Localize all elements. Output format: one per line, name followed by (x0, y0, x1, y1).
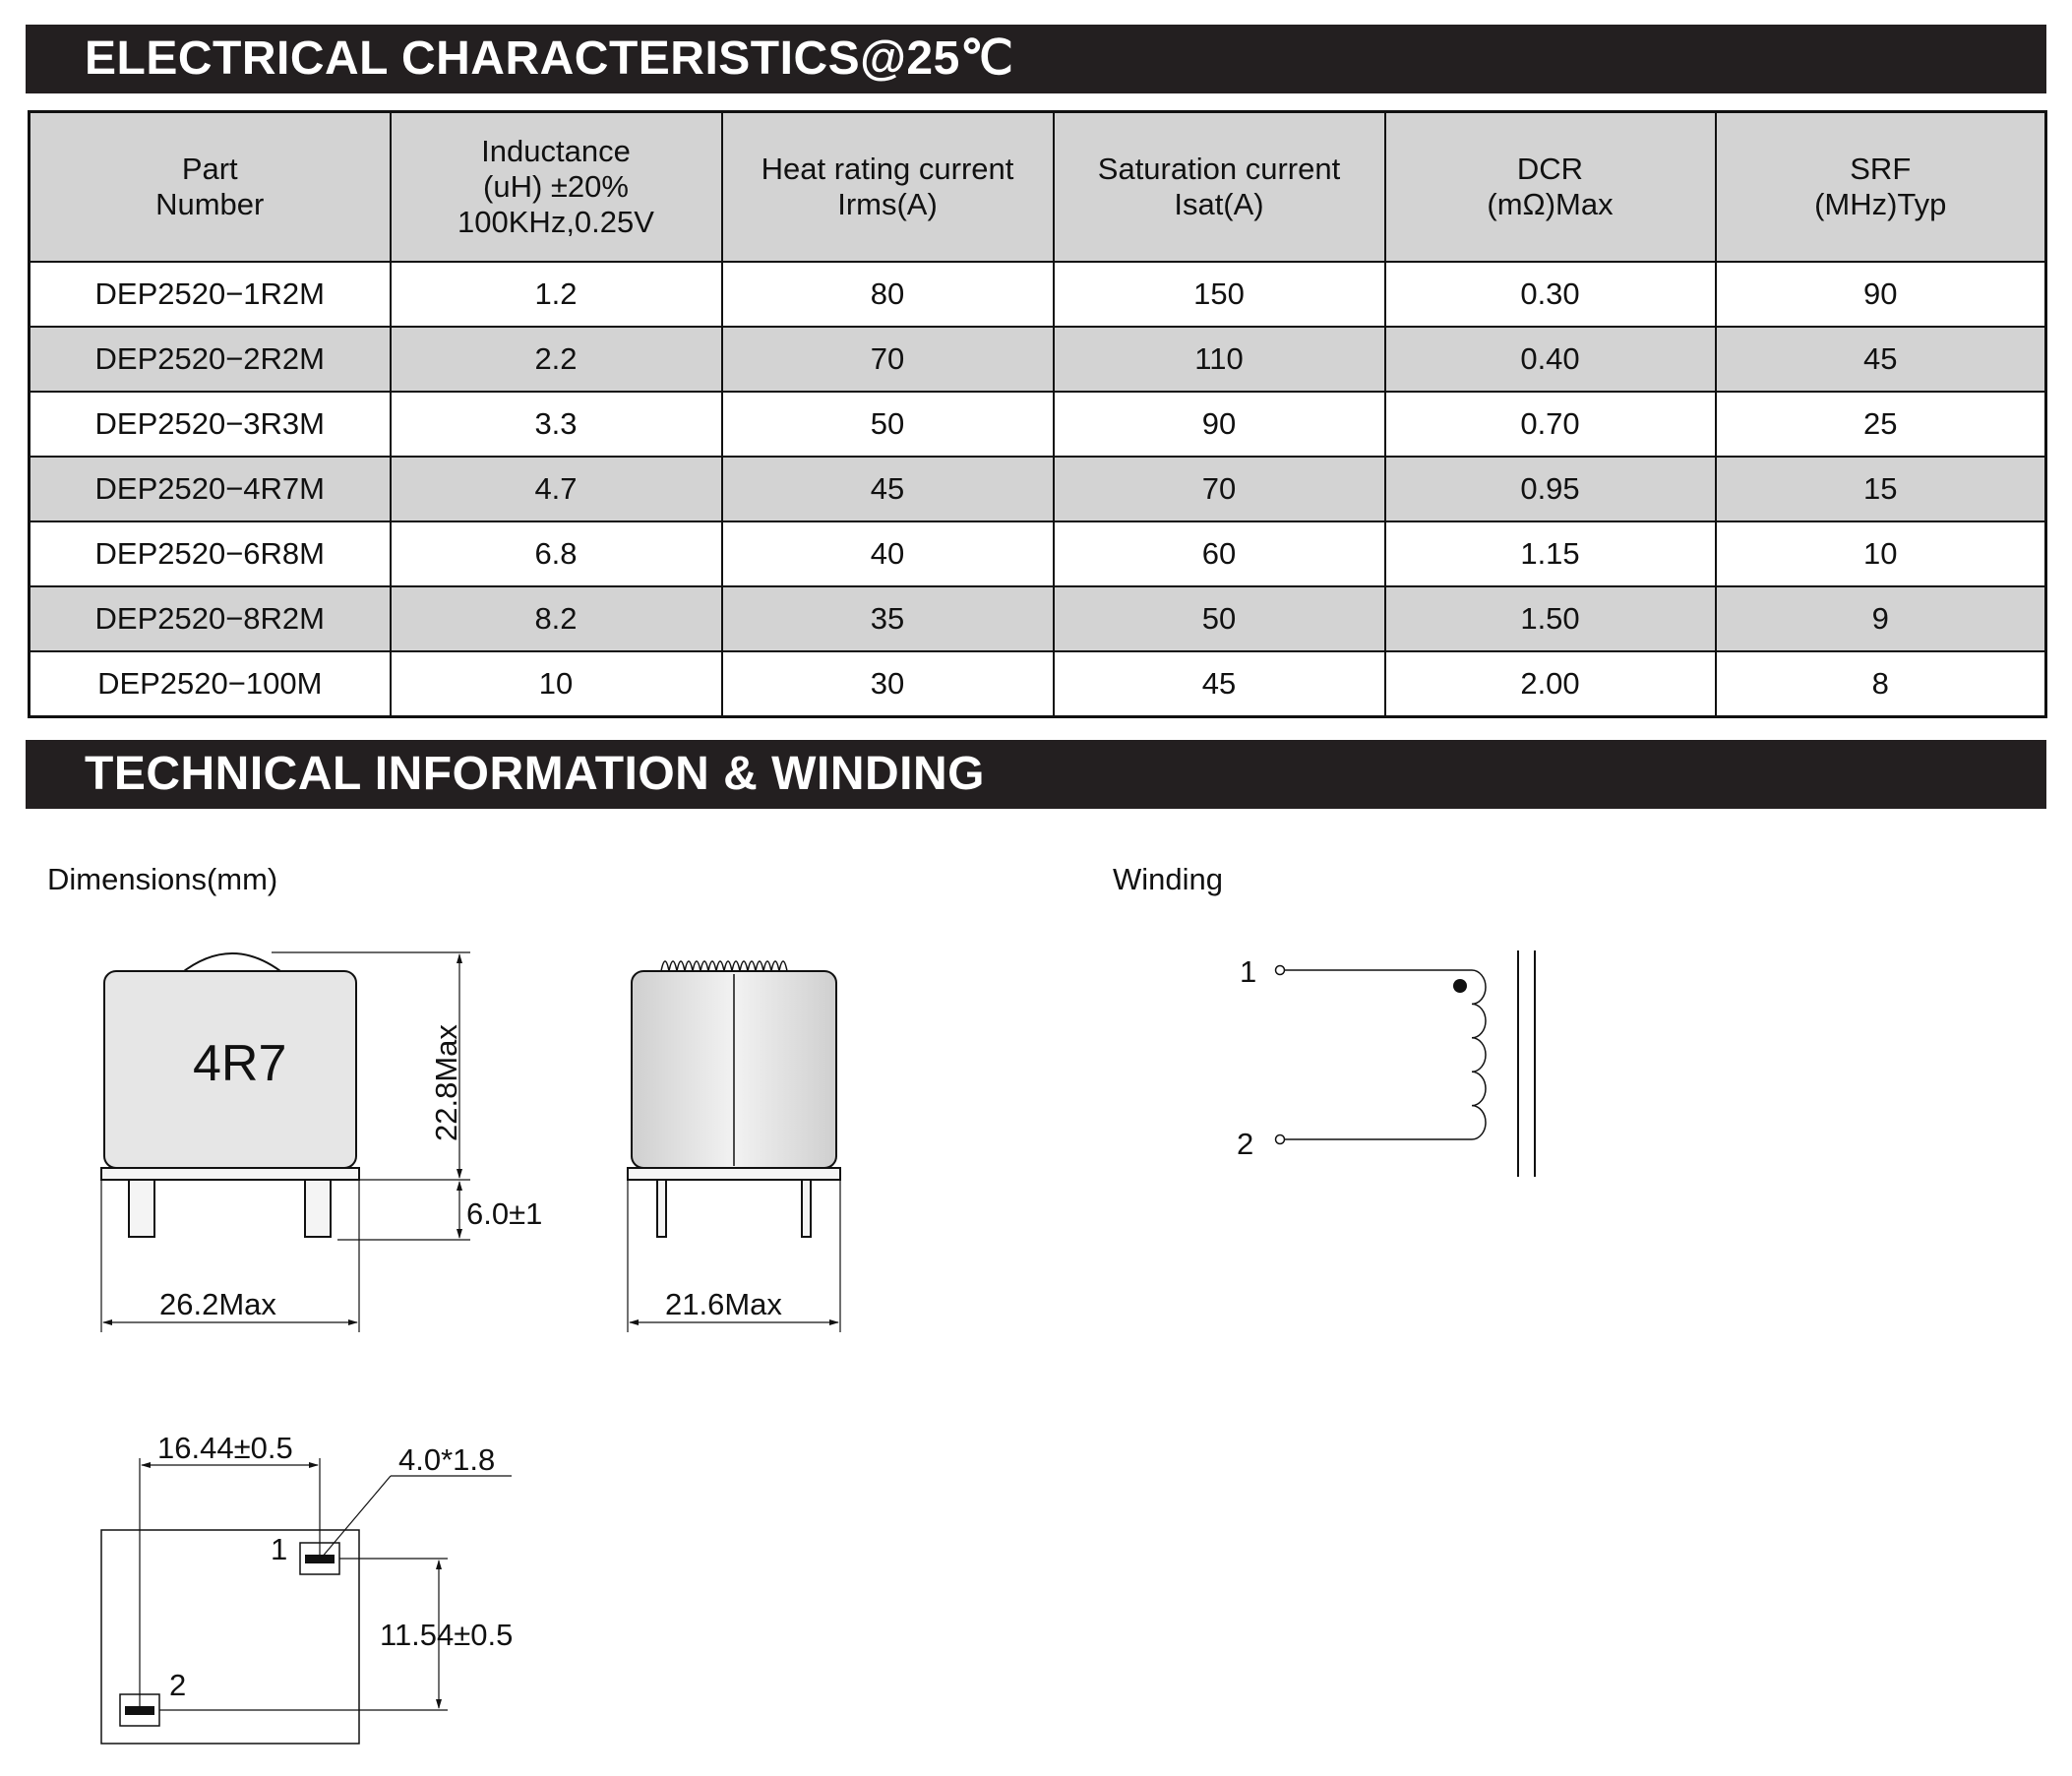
winding-pin-2-label: 2 (1237, 1127, 1254, 1161)
cell-inductance: 4.7 (391, 457, 722, 521)
header-dcr: DCR (mΩ)Max (1385, 112, 1716, 263)
cell-isat: 60 (1054, 521, 1385, 586)
cell-srf: 9 (1716, 586, 2046, 651)
cell-dcr: 0.95 (1385, 457, 1716, 521)
cell-part-number: DEP2520−1R2M (30, 262, 391, 327)
cell-dcr: 1.50 (1385, 586, 1716, 651)
electrical-characteristics-title: ELECTRICAL CHARACTERISTICS@25℃ (85, 32, 1014, 85)
front-width-label: 26.2Max (159, 1287, 276, 1321)
coil-turns (661, 961, 787, 971)
cell-inductance: 8.2 (391, 586, 722, 651)
cell-dcr: 1.15 (1385, 521, 1716, 586)
cell-part-number: DEP2520−8R2M (30, 586, 391, 651)
front-view-drawing (101, 952, 542, 1332)
cell-srf: 45 (1716, 327, 2046, 392)
polarity-dot (1453, 979, 1467, 993)
cell-irms: 70 (722, 327, 1054, 392)
cell-irms: 40 (722, 521, 1054, 586)
cell-srf: 90 (1716, 262, 2046, 327)
cell-irms: 80 (722, 262, 1054, 327)
cell-irms: 45 (722, 457, 1054, 521)
cell-inductance: 6.8 (391, 521, 722, 586)
inductor-coil (1472, 970, 1486, 1139)
side-pin-right (802, 1180, 811, 1237)
front-pin-left (129, 1180, 154, 1237)
side-width-label: 21.6Max (665, 1287, 782, 1321)
header-inductance: Inductance (uH) ±20% 100KHz,0.25V (391, 112, 722, 263)
cell-isat: 110 (1054, 327, 1385, 392)
pin-spacing-y-label: 11.54±0.5 (380, 1618, 514, 1652)
cell-irms: 50 (722, 392, 1054, 457)
cell-dcr: 0.30 (1385, 262, 1716, 327)
winding-pin-1-label: 1 (1240, 954, 1257, 989)
winding-title: Winding (1113, 862, 1223, 896)
cell-srf: 25 (1716, 392, 2046, 457)
cell-part-number: DEP2520−4R7M (30, 457, 391, 521)
cell-part-number: DEP2520−100M (30, 651, 391, 717)
cell-isat: 90 (1054, 392, 1385, 457)
footprint-drawing (101, 1431, 513, 1744)
cell-srf: 10 (1716, 521, 2046, 586)
header-srf: SRF (MHz)Typ (1716, 112, 2046, 263)
pin-length-label: 6.0±1 (466, 1196, 543, 1231)
footprint-pin-2-label: 2 (169, 1668, 187, 1702)
cell-isat: 70 (1054, 457, 1385, 521)
cell-isat: 50 (1054, 586, 1385, 651)
cell-dcr: 0.70 (1385, 392, 1716, 457)
header-heat-rating-current: Heat rating current Irms(A) (722, 112, 1054, 263)
winding-terminal-2 (1276, 1135, 1285, 1144)
cell-irms: 30 (722, 651, 1054, 717)
cell-dcr: 2.00 (1385, 651, 1716, 717)
cell-part-number: DEP2520−6R8M (30, 521, 391, 586)
cell-dcr: 0.40 (1385, 327, 1716, 392)
technical-information-title: TECHNICAL INFORMATION & WINDING (85, 748, 985, 800)
winding-terminal-1 (1276, 966, 1285, 975)
cell-isat: 150 (1054, 262, 1385, 327)
header-saturation-current: Saturation current Isat(A) (1054, 112, 1385, 263)
pad-size-label: 4.0*1.8 (398, 1442, 496, 1477)
height-label: 22.8Max (429, 1024, 463, 1141)
header-part-number: Part Number (30, 112, 391, 263)
cell-isat: 45 (1054, 651, 1385, 717)
side-base (628, 1168, 840, 1180)
cell-srf: 15 (1716, 457, 2046, 521)
front-pin-right (305, 1180, 331, 1237)
cell-inductance: 3.3 (391, 392, 722, 457)
side-view-drawing (628, 961, 840, 1332)
cell-inductance: 10 (391, 651, 722, 717)
pad-size-leader (321, 1476, 391, 1559)
cell-inductance: 1.2 (391, 262, 722, 327)
cell-part-number: DEP2520−3R3M (30, 392, 391, 457)
cell-irms: 35 (722, 586, 1054, 651)
cell-inductance: 2.2 (391, 327, 722, 392)
cell-srf: 8 (1716, 651, 2046, 717)
pin-spacing-x-label: 16.44±0.5 (157, 1431, 293, 1465)
front-base (101, 1168, 359, 1180)
cell-part-number: DEP2520−2R2M (30, 327, 391, 392)
side-pin-left (657, 1180, 666, 1237)
dimensions-title: Dimensions(mm) (47, 862, 278, 896)
part-marking: 4R7 (193, 1035, 287, 1092)
winding-schematic (1237, 950, 1535, 1177)
footprint-pin-1-label: 1 (271, 1532, 288, 1566)
